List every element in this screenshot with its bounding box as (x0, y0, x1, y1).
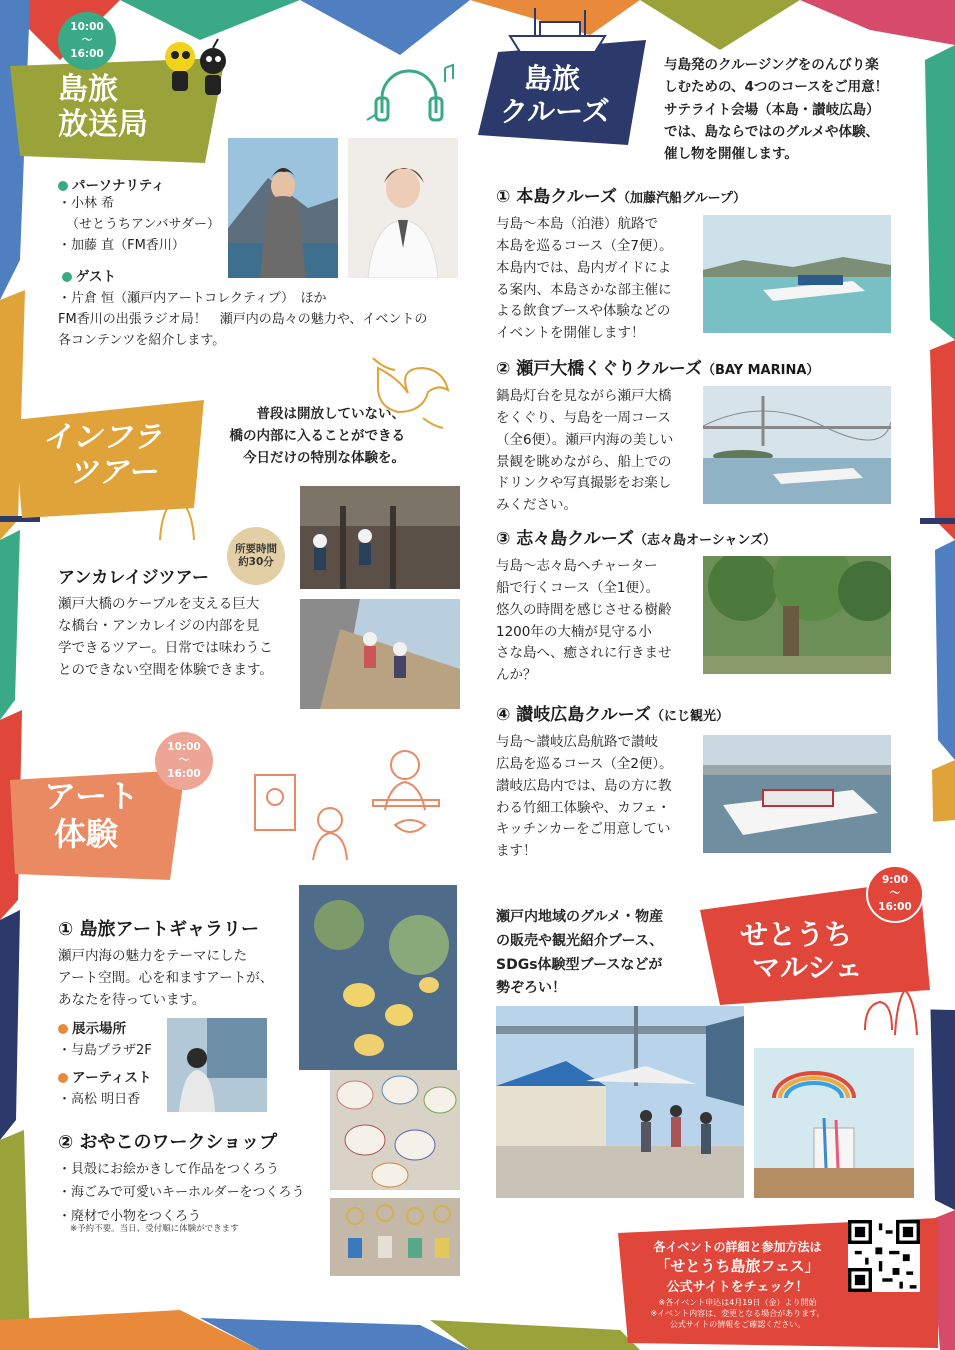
headphones-icon (362, 58, 457, 128)
marche-time-badge (866, 865, 924, 923)
footer-note3: 公式サイトの情報をご確認ください。 (669, 1320, 806, 1329)
infra-tour-name: アンカレイジツアー (58, 568, 209, 588)
marche-desc (496, 906, 663, 1001)
course-line: 1200年の大楠が見守る小 (496, 623, 652, 640)
course-line: んか？ (496, 667, 537, 684)
course-line: 景観を眺めながら、船上での (496, 453, 672, 470)
marche-time-start: 9:00 (881, 874, 909, 887)
course-operator: （にじ観光） (650, 709, 729, 724)
infra-title (42, 420, 162, 491)
infra-title-line2: ツアー (68, 455, 158, 491)
guest-1: ・片倉 恒（瀬戸内アートコレクティブ） ほか (58, 291, 327, 306)
radio-title-line2: 放送局 (58, 107, 148, 143)
course-line: よる飲食ブースや体験などの (496, 303, 671, 320)
qr-code[interactable] (848, 1220, 920, 1292)
course-line: 本島を巡るコース（全7便）。 (496, 237, 673, 254)
marche-desc-line: 瀬戸内地域のグルメ・物産 (496, 909, 664, 925)
art-title-line1: アート (44, 777, 140, 815)
radio-photo-kato (348, 138, 458, 278)
workshop-item: ・廃材で小物をつくろう (58, 1208, 202, 1224)
course-line: わる竹細工体験や、カフェ・ (496, 799, 671, 816)
venue-value: ・与島プラザ2F (58, 1043, 152, 1058)
cruise-title-line1: 島旅 (524, 62, 581, 95)
personality-heading (58, 174, 165, 194)
workshop-item: ・貝殻にお絵かきして作品をつくろう (58, 1162, 280, 1177)
marche-title (740, 918, 863, 984)
cruise-title-line2: クルーズ (500, 95, 610, 129)
workshop-title: ② おやこのワークショップ (58, 1132, 278, 1153)
marche-time-end: 16:00 (878, 900, 912, 913)
course-line: さな島へ、癒されに行きませ (496, 645, 672, 662)
course-4-photo (703, 735, 891, 853)
artist-heading (58, 1066, 152, 1086)
marche-time-sep: 〜 (889, 887, 901, 900)
artist-label: アーティスト (72, 1070, 152, 1086)
course-line: 鍋島灯台を見ながら瀬戸大橋 (496, 388, 672, 404)
guest-heading (62, 265, 116, 285)
dog-illustration-icon (860, 960, 925, 1035)
marche-desc-line: 勢ぞろい！ (496, 980, 566, 997)
course-line: 与島～本島（泊港）航路で (496, 216, 658, 232)
gallery-desc-line: 瀬戸内海の魅力をテーマにした (58, 948, 247, 964)
course-3-desc (496, 556, 672, 687)
mascot-icon (160, 35, 235, 100)
art-time-sep: 〜 (178, 754, 190, 767)
course-name: ③ 志々島クルーズ (496, 529, 634, 549)
course-operator: （志々島オーシャンズ） (633, 533, 777, 548)
personality-label: パーソナリティ (72, 178, 165, 194)
course-line: 船で行くコース（全1便）。 (496, 579, 660, 596)
course-1-desc (496, 214, 673, 345)
radio-desc-line1: FM香川の出張ラジオ局！ 瀬戸内の島々の魅力や、イベントの (58, 312, 428, 328)
workshop-photo-keyholders (330, 1198, 460, 1276)
course-line: ドリンクや写真撮影をお楽し (496, 475, 672, 492)
footer-text (640, 1238, 835, 1330)
gallery-photo-artist (167, 1018, 267, 1112)
course-operator: （BAY MARINA） (701, 363, 820, 378)
cruise-title (500, 62, 610, 128)
radio-time-sep: 〜 (81, 34, 93, 47)
gallery-desc (58, 946, 273, 1012)
radio-title-line1: 島旅 (58, 72, 118, 107)
course-1-photo (703, 215, 891, 333)
gallery-desc-line: アート空間。心を和ますアートが、 (58, 969, 274, 986)
workshop-note: ※予約不要。当日、受付順に体験ができます (70, 1224, 239, 1234)
gallery-desc-line: あなたを待っています。 (58, 991, 206, 1008)
cruise-intro-line: 催し物を開催します。 (664, 146, 798, 163)
marche-photo-booths (496, 1006, 744, 1198)
course-3-photo (703, 556, 891, 674)
infra-photo-2 (300, 599, 460, 709)
course-line: 讃岐広島内では、島の方に教 (496, 777, 672, 794)
cruise-intro (664, 54, 888, 165)
teal-dot-icon (58, 181, 68, 191)
footer-note2: ※イベント内容は、変更となる場合があります。 (650, 1309, 825, 1318)
course-line: ます！ (496, 843, 537, 860)
infra-desc-line: な橋台・アンカレイジの内部を見 (58, 617, 260, 634)
infra-catch (200, 404, 405, 470)
course-line: 与島～讃岐広島航路で讃岐 (496, 734, 658, 750)
workshop-item: ・海ごみで可愛いキーホルダーをつくろう (58, 1185, 305, 1201)
cruise-intro-line: では、島ならではのグルメや体験、 (664, 123, 880, 140)
guest-label: ゲスト (76, 269, 116, 285)
course-line: （全6便）。瀬戸内海の美しい (496, 431, 674, 448)
course-2-title (496, 354, 819, 379)
course-operator: （加藤汽船グループ） (616, 191, 747, 206)
art-illustration-icon (245, 745, 445, 860)
gallery-title: ① 島旅アートギャラリー (58, 919, 259, 940)
course-line: 悠久の時間を感じさせる樹齢 (496, 601, 672, 618)
infra-desc-line: 瀬戸大橋のケーブルを支える巨大 (58, 596, 260, 612)
art-time-end: 16:00 (167, 767, 201, 780)
personality-list (58, 193, 220, 256)
course-line: 与島～志々島へチャーター (496, 558, 658, 574)
ship-icon (505, 6, 615, 56)
infra-badge-line2: 約30分 (238, 556, 274, 568)
marche-desc-line: SDGs体験型ブースなどが (496, 956, 663, 973)
infra-title-line1: インフラ (42, 420, 162, 455)
radio-desc-line2: 各コンテンツを紹介します。 (58, 333, 226, 349)
radio-time-end: 16:00 (70, 47, 104, 60)
course-line: る案内、本島さかな部主催に (496, 281, 672, 298)
personality-2: ・加藤 直（FM香川） (58, 238, 185, 254)
radio-time-badge (58, 12, 116, 70)
worker-illustration-icon (152, 460, 202, 540)
cruise-intro-line: 与島発のクルージングをのんびり楽 (664, 57, 879, 73)
course-2-photo (703, 386, 891, 504)
radio-photo-kobayashi (228, 138, 338, 278)
footer-line3: 公式サイトをチェック！ (666, 1280, 809, 1295)
course-line: みください。 (496, 497, 577, 514)
infra-duration-badge (227, 527, 285, 585)
radio-guest-and-desc (58, 288, 427, 351)
venue-heading (58, 1017, 126, 1037)
gallery-photo-painting (299, 885, 457, 1070)
course-line: キッチンカーをご用意してい (496, 821, 671, 838)
course-line: 広島を巡るコース（全2便）。 (496, 755, 673, 772)
workshop-list (58, 1158, 304, 1228)
marche-title-line2: マルシェ (752, 951, 863, 985)
radio-time-start: 10:00 (70, 21, 104, 34)
workshop-photo-shells (330, 1070, 460, 1190)
art-title-line2: 体験 (54, 814, 119, 853)
radio-title (58, 72, 148, 143)
course-4-desc (496, 732, 673, 863)
infra-desc (58, 594, 273, 681)
orange-dot-icon (58, 1073, 68, 1083)
cruise-intro-line: サテライト会場（本島・讃岐広島） (664, 101, 880, 118)
course-1-title (496, 182, 746, 207)
course-name: ④ 讃岐広島クルーズ (496, 705, 651, 725)
infra-desc-line: 学できるツアー。日常では味わうこ (58, 639, 273, 656)
footer-line1: 各イベントの詳細と参加方法は (653, 1240, 822, 1254)
course-line: 本島内では、島内ガイドによ (496, 259, 672, 276)
course-line: イベントを開催します！ (496, 325, 645, 342)
personality-1-note: （せとうちアンバサダー） (66, 217, 220, 233)
venue-label: 展示場所 (72, 1021, 126, 1037)
infra-photo-1 (300, 486, 460, 589)
infra-desc-line: とのできない空間を体験できます。 (58, 661, 273, 678)
course-3-title (496, 524, 776, 549)
marche-photo-sdgs (754, 1048, 914, 1198)
cruise-intro-line: しむための、4つのコースをご用意！ (664, 79, 889, 96)
art-time-start: 10:00 (167, 741, 201, 754)
course-2-desc (496, 386, 673, 517)
course-line: をくぐり、与島を一周コース (496, 409, 671, 426)
course-name: ② 瀬戸大橋くぐりクルーズ (496, 359, 702, 379)
personality-1: ・小林 希 (58, 196, 115, 211)
footer-note1: ※各イベント申込は4月19日（金）より開始 (658, 1298, 817, 1307)
orange-dot-icon (58, 1024, 68, 1034)
course-name: ① 本島クルーズ (496, 187, 617, 207)
course-4-title (496, 700, 729, 725)
marche-desc-line: の販売や観光紹介ブース、 (496, 932, 664, 949)
infra-catch-line: 今日だけの特別な体験を。 (243, 449, 405, 466)
artist-value: ・高松 明日香 (58, 1092, 141, 1107)
infra-catch-line: 普段は開放していない、 (256, 406, 405, 422)
infra-catch-line: 橋の内部に入ることができる (229, 427, 405, 444)
art-time-badge (155, 732, 213, 790)
footer-line2: 「せとうち島旅フェス」 (655, 1257, 820, 1275)
marche-title-line1: せとうち (740, 918, 853, 951)
infra-badge-line1: 所要時間 (235, 542, 277, 555)
teal-dot-icon (62, 272, 72, 282)
art-title (44, 778, 139, 854)
